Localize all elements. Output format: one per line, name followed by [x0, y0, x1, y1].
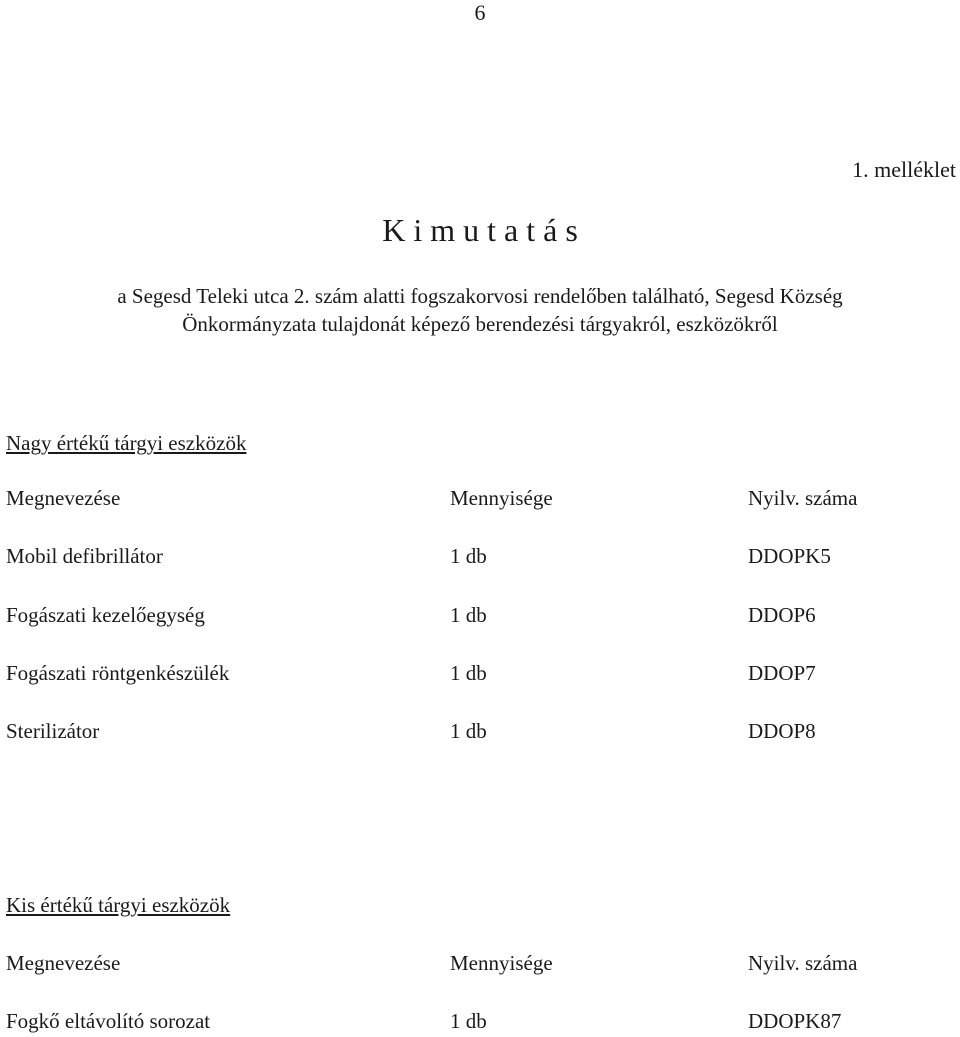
table-row-name: Fogászati kezelőegység	[6, 603, 205, 627]
annex-label: 1. melléklet	[852, 157, 956, 182]
subtitle-line-2: Önkormányzata tulajdonát képező berendezési tárgyakról, eszközökről	[182, 312, 778, 336]
table-row-name: Fogászati röntgenkészülék	[6, 661, 230, 685]
column-header-quantity: Mennyisége	[450, 486, 553, 510]
section-heading-low-value: Kis értékű tárgyi eszközök	[6, 893, 231, 917]
table-row-registry-number: DDOP7	[748, 661, 816, 685]
table-row-name: Fogkő eltávolító sorozat	[6, 1009, 211, 1033]
column-header-quantity: Mennyisége	[450, 951, 553, 975]
subtitle-line-1: a Segesd Teleki utca 2. szám alatti fogszakorvosi rendelőben található, Segesd Község	[117, 284, 843, 308]
document-title: K i m u t a t á s	[382, 212, 578, 248]
section-heading-high-value: Nagy értékű tárgyi eszközök	[6, 431, 247, 455]
table-row-quantity: 1 db	[450, 661, 487, 685]
table-row-quantity: 1 db	[450, 603, 487, 627]
table-row-registry-number: DDOP6	[748, 603, 816, 627]
table-row-name: Sterilizátor	[6, 719, 100, 743]
table-row-quantity: 1 db	[450, 544, 487, 568]
table-row-registry-number: DDOP8	[748, 719, 816, 743]
table-row-registry-number: DDOPK87	[748, 1009, 842, 1033]
table-row-name: Mobil defibrillátor	[6, 544, 163, 568]
column-header-registry-number: Nyilv. száma	[748, 486, 858, 510]
column-header-name: Megnevezése	[6, 486, 121, 510]
column-header-registry-number: Nyilv. száma	[748, 951, 858, 975]
column-header-name: Megnevezése	[6, 951, 121, 975]
table-row-registry-number: DDOPK5	[748, 544, 831, 568]
page-number: 6	[474, 0, 486, 25]
table-row-quantity: 1 db	[450, 1009, 487, 1033]
table-row-quantity: 1 db	[450, 719, 487, 743]
